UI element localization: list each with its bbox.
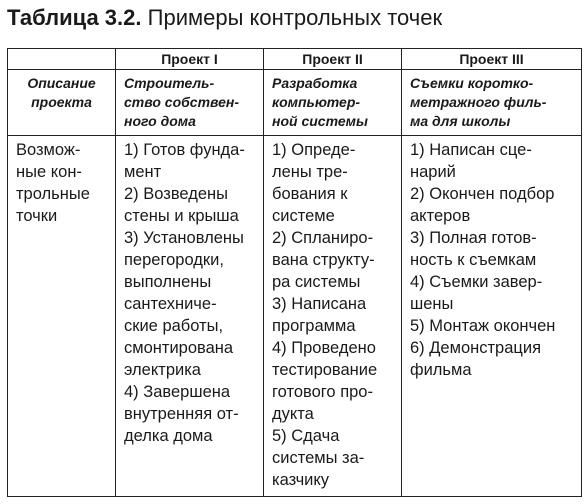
table-caption (7, 4, 442, 32)
milestones-project-1: 1) Готов фунда- мент 2) Возведены стены и крыша 3) Установлены перегородки, выполнены сантехниче- ские работы, смонтирована электрика 4) Завершена внутренняя от- делка дома (116, 136, 264, 497)
description-project-2: Разработка компьютер- ной системы (264, 70, 402, 136)
milestones-project-2: 1) Опреде- лены тре- бования к системе 2) Спланиро- вана структу- ра системы 3) Написана программа 4) Проведено тестирование готового про- дукта 5) Сдача системы за- казчику (264, 136, 402, 497)
description-row (8, 70, 582, 136)
milestones-row (8, 136, 582, 497)
header-cell-empty (8, 49, 116, 70)
header-cell-project-2: Проект II (264, 49, 402, 70)
control-points-table (7, 48, 582, 497)
caption-number: Таблица 3.2. (7, 5, 142, 30)
table-header-row (8, 49, 582, 70)
header-cell-project-3: Проект III (402, 49, 582, 70)
description-project-3: Съемки коротко- метражного филь- ма для школы (402, 70, 582, 136)
header-cell-project-1: Проект I (116, 49, 264, 70)
caption-title: Примеры контрольных точек (147, 5, 443, 30)
description-row-label: Описание проекта (8, 70, 116, 136)
milestones-project-3: 1) Написан сце- нарий 2) Окончен подбор актеров 3) Полная готов- ность к съемкам 4) Съемки завер- шены 5) Монтаж окончен 6) Демонстрация фильма (402, 136, 582, 497)
description-project-1: Строитель- ство собствен- ного дома (116, 70, 264, 136)
milestones-row-label: Возмож- ные кон- трольные точки (8, 136, 116, 497)
